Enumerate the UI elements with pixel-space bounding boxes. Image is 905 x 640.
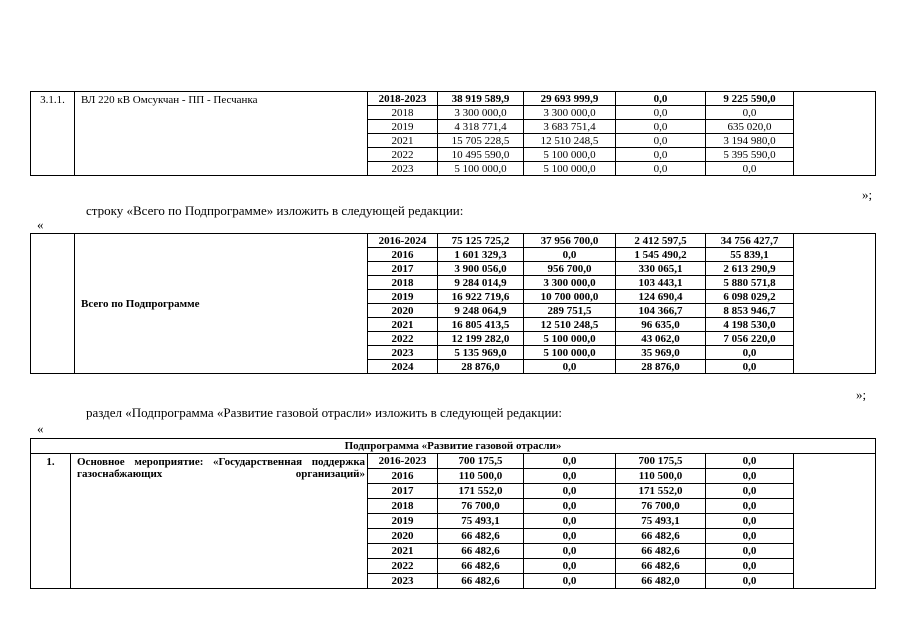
- table-row: [31, 92, 876, 106]
- table-cell: 9 248 064,9: [438, 304, 524, 318]
- table-cell: 0,0: [706, 514, 794, 529]
- table-cell: 3 194 980,0: [706, 134, 794, 148]
- table-cell: 0,0: [524, 360, 616, 374]
- table-cell: 3 300 000,0: [524, 276, 616, 290]
- table-cell: 0,0: [616, 106, 706, 120]
- instruction-paragraph: раздел «Подпрограмма «Развитие газовой отрасли» изложить в следующей редакции:: [86, 405, 562, 420]
- table-cell: 5 100 000,0: [524, 332, 616, 346]
- table-cell: 75 125 725,2: [438, 234, 524, 248]
- table-cell: 3 300 000,0: [524, 106, 616, 120]
- table-cell: 0,0: [706, 499, 794, 514]
- table-cell: 55 839,1: [706, 248, 794, 262]
- table-cell: 0,0: [706, 559, 794, 574]
- table-cell: 0,0: [706, 544, 794, 559]
- table-cell: 0,0: [706, 346, 794, 360]
- table-cell: 0,0: [706, 454, 794, 469]
- table-cell: 10 700 000,0: [524, 290, 616, 304]
- table-cell: 2022: [368, 559, 438, 574]
- table-cell: ВЛ 220 кВ Омсукчан - ПП - Песчанка: [75, 92, 368, 176]
- table-cell: 66 482,6: [616, 529, 706, 544]
- table-cell: 2023: [368, 574, 438, 589]
- table-cell: 0,0: [524, 529, 616, 544]
- table-cell: 37 956 700,0: [524, 234, 616, 248]
- table-cell: 0,0: [616, 134, 706, 148]
- table-cell: 289 751,5: [524, 304, 616, 318]
- table-cell: 66 482,6: [616, 559, 706, 574]
- table-cell: 124 690,4: [616, 290, 706, 304]
- table-cell: Подпрограмма «Развитие газовой отрасли»: [31, 439, 876, 454]
- table-cell: 2016-2024: [368, 234, 438, 248]
- table-cell: 2021: [368, 544, 438, 559]
- table-cell: 2023: [368, 162, 438, 176]
- table-cell: 0,0: [524, 454, 616, 469]
- table-cell: 1.: [31, 454, 71, 589]
- table-cell: 66 482,6: [438, 529, 524, 544]
- table-cell: 75 493,1: [616, 514, 706, 529]
- table-cell: 2018: [368, 499, 438, 514]
- table-row: [31, 454, 876, 469]
- table-cell: 0,0: [524, 544, 616, 559]
- table-cell: 43 062,0: [616, 332, 706, 346]
- table-cell: 110 500,0: [438, 469, 524, 484]
- table-cell: 12 510 248,5: [524, 318, 616, 332]
- table-cell: 0,0: [706, 360, 794, 374]
- table-cell: 0,0: [616, 148, 706, 162]
- table-cell: 2017: [368, 262, 438, 276]
- table-cell: 0,0: [706, 574, 794, 589]
- table-cell: 3 300 000,0: [438, 106, 524, 120]
- table-cell: 35 969,0: [616, 346, 706, 360]
- table-cell: 2019: [368, 120, 438, 134]
- table-cell: 0,0: [524, 514, 616, 529]
- table-row: [31, 234, 876, 248]
- table-cell: 9 284 014,9: [438, 276, 524, 290]
- table-cell: 171 552,0: [438, 484, 524, 499]
- empty-cell: [794, 234, 876, 374]
- table-cell: 3 900 056,0: [438, 262, 524, 276]
- table-cell: 0,0: [524, 559, 616, 574]
- opening-quote: «: [37, 217, 44, 232]
- table-cell: 5 135 969,0: [438, 346, 524, 360]
- table-cell: 75 493,1: [438, 514, 524, 529]
- table-cell: 29 693 999,9: [524, 92, 616, 106]
- opening-quote: «: [37, 421, 44, 436]
- empty-cell: [794, 92, 876, 176]
- table-cell: 3 683 751,4: [524, 120, 616, 134]
- closing-quote: »;: [862, 187, 873, 202]
- table-cell: 38 919 589,9: [438, 92, 524, 106]
- table-cell: 2017: [368, 484, 438, 499]
- table-cell: 66 482,0: [616, 574, 706, 589]
- table-cell: 5 100 000,0: [438, 162, 524, 176]
- empty-cell: [794, 454, 876, 589]
- table-cell: 2024: [368, 360, 438, 374]
- table-cell: Всего по Подпрограмме: [75, 234, 368, 374]
- table-cell: 2022: [368, 148, 438, 162]
- table-cell: 104 366,7: [616, 304, 706, 318]
- table-cell: 2021: [368, 134, 438, 148]
- table-cell: 1 601 329,3: [438, 248, 524, 262]
- table-cell: 2 412 597,5: [616, 234, 706, 248]
- table-cell: 16 922 719,6: [438, 290, 524, 304]
- table-cell: 103 443,1: [616, 276, 706, 290]
- gas-subprogram-table: [30, 438, 876, 589]
- table-cell: 28 876,0: [616, 360, 706, 374]
- table-cell: 5 880 571,8: [706, 276, 794, 290]
- table-cell: 1 545 490,2: [616, 248, 706, 262]
- table-cell: 2022: [368, 332, 438, 346]
- table-cell: 12 199 282,0: [438, 332, 524, 346]
- table-cell: 2021: [368, 318, 438, 332]
- table-cell: 3.1.1.: [31, 92, 75, 176]
- table-cell: 5 100 000,0: [524, 346, 616, 360]
- table-cell: 2019: [368, 514, 438, 529]
- table-cell: 0,0: [524, 248, 616, 262]
- table-cell: 0,0: [524, 499, 616, 514]
- table-cell: 0,0: [616, 92, 706, 106]
- table-cell: 2020: [368, 529, 438, 544]
- table-cell: 66 482,6: [438, 559, 524, 574]
- table-cell: 8 853 946,7: [706, 304, 794, 318]
- table-cell: 0,0: [706, 162, 794, 176]
- table-cell: 5 395 590,0: [706, 148, 794, 162]
- table-cell: 4 198 530,0: [706, 318, 794, 332]
- table-cell: 2018: [368, 276, 438, 290]
- closing-quote: »;: [856, 387, 867, 402]
- table-cell: 2016: [368, 469, 438, 484]
- table-cell: 700 175,5: [438, 454, 524, 469]
- table-cell: 0,0: [616, 120, 706, 134]
- table-cell: 2 613 290,9: [706, 262, 794, 276]
- table-cell: 2018-2023: [368, 92, 438, 106]
- section-header-row: [31, 439, 876, 454]
- table-cell: 28 876,0: [438, 360, 524, 374]
- table-cell: 2019: [368, 290, 438, 304]
- table-cell: 0,0: [524, 469, 616, 484]
- instruction-paragraph: строку «Всего по Подпрограмме» изложить в следующей редакции:: [86, 203, 464, 218]
- table-cell: 96 635,0: [616, 318, 706, 332]
- empty-cell: [31, 234, 75, 374]
- table-cell: 5 100 000,0: [524, 148, 616, 162]
- table-cell: 15 705 228,5: [438, 134, 524, 148]
- table-cell: 0,0: [706, 484, 794, 499]
- table-cell: 66 482,6: [616, 544, 706, 559]
- table-cell: 2016: [368, 248, 438, 262]
- table-cell: 0,0: [616, 162, 706, 176]
- table-cell: 0,0: [706, 106, 794, 120]
- table-cell: 76 700,0: [616, 499, 706, 514]
- table-cell: 956 700,0: [524, 262, 616, 276]
- table-cell: 635 020,0: [706, 120, 794, 134]
- table-cell: 5 100 000,0: [524, 162, 616, 176]
- table-cell: 110 500,0: [616, 469, 706, 484]
- table-cell: 0,0: [706, 469, 794, 484]
- table-cell: 2016-2023: [368, 454, 438, 469]
- table-cell: 16 805 413,5: [438, 318, 524, 332]
- table-cell: 2023: [368, 346, 438, 360]
- table-cell: 330 065,1: [616, 262, 706, 276]
- table-cell: 2018: [368, 106, 438, 120]
- table-cell: 34 756 427,7: [706, 234, 794, 248]
- table-cell: Основное мероприятие: «Государственная поддержка газоснабжающих организаций»: [71, 454, 368, 589]
- table-cell: 0,0: [524, 574, 616, 589]
- table-cell: 700 175,5: [616, 454, 706, 469]
- table-cell: 6 098 029,2: [706, 290, 794, 304]
- table-cell: 66 482,6: [438, 544, 524, 559]
- table-cell: 2020: [368, 304, 438, 318]
- table-cell: 9 225 590,0: [706, 92, 794, 106]
- table-cell: 0,0: [706, 529, 794, 544]
- table-cell: 171 552,0: [616, 484, 706, 499]
- table-cell: 7 056 220,0: [706, 332, 794, 346]
- table-cell: 0,0: [524, 484, 616, 499]
- table-cell: 76 700,0: [438, 499, 524, 514]
- table-cell: 12 510 248,5: [524, 134, 616, 148]
- table-cell: 4 318 771,4: [438, 120, 524, 134]
- table-cell: 66 482,6: [438, 574, 524, 589]
- subprogram-total-table: [30, 233, 876, 374]
- measure-table: [30, 91, 876, 176]
- table-cell: 10 495 590,0: [438, 148, 524, 162]
